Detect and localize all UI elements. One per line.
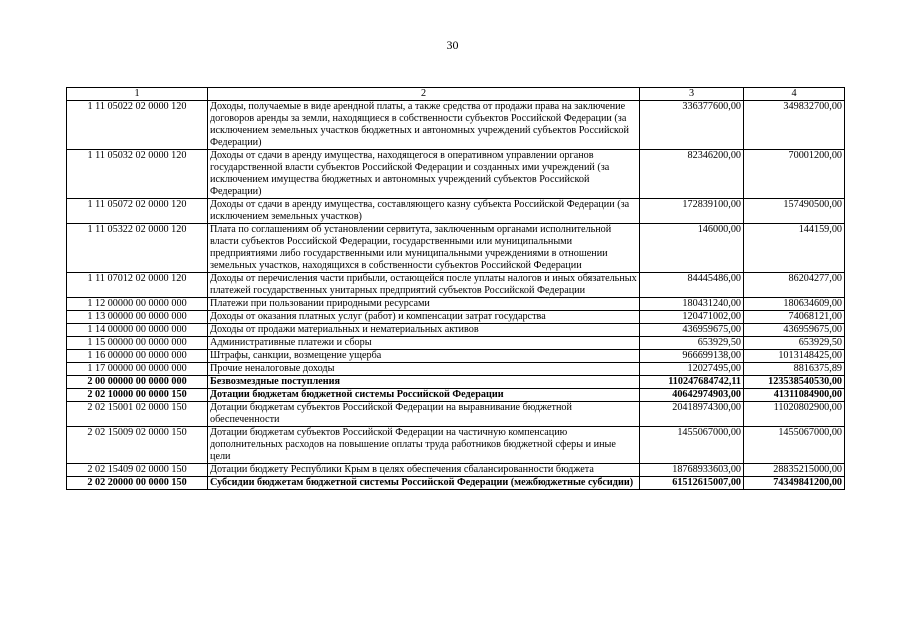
row-value-col4-cell: 86204277,00 [744, 273, 845, 298]
row-description-cell: Субсидии бюджетам бюджетной системы Российской Федерации (межбюджетные субсидии) [208, 477, 640, 490]
row-value-col3-cell: 82346200,00 [640, 150, 744, 199]
budget-revenue-table [66, 87, 845, 490]
row-value-col3-cell: 180431240,00 [640, 298, 744, 311]
row-code-cell: 1 11 05322 02 0000 120 [67, 224, 208, 273]
header-col-2: 2 [208, 88, 640, 101]
row-code-cell: 1 11 05022 02 0000 120 [67, 101, 208, 150]
table-row [67, 427, 845, 464]
row-description-cell: Доходы от сдачи в аренду имущества, находящегося в оперативном управлении органов государственной власти субъектов Российской Федерации и созданных ими учреждений (за исключением имущества бюджетных и автономных учреждений субъектов Российской Федерации) [208, 150, 640, 199]
row-value-col4-cell: 11020802900,00 [744, 402, 845, 427]
row-value-col4-cell: 349832700,00 [744, 101, 845, 150]
table-header-row [67, 88, 845, 101]
row-value-col4-cell: 123538540530,00 [744, 376, 845, 389]
row-value-col4-cell: 74068121,00 [744, 311, 845, 324]
row-value-col4-cell: 41311084900,00 [744, 389, 845, 402]
row-code-cell: 1 12 00000 00 0000 000 [67, 298, 208, 311]
row-value-col4-cell: 653929,50 [744, 337, 845, 350]
table-row [67, 337, 845, 350]
row-code-cell: 1 15 00000 00 0000 000 [67, 337, 208, 350]
row-value-col3-cell: 146000,00 [640, 224, 744, 273]
row-value-col4-cell: 180634609,00 [744, 298, 845, 311]
table-row [67, 150, 845, 199]
page-number: 30 [446, 38, 459, 52]
row-description-cell: Дотации бюджету Республики Крым в целях обеспечения сбалансированности бюджета [208, 464, 640, 477]
row-code-cell: 1 11 05032 02 0000 120 [67, 150, 208, 199]
row-value-col3-cell: 120471002,00 [640, 311, 744, 324]
row-value-col4-cell: 436959675,00 [744, 324, 845, 337]
row-value-col4-cell: 8816375,89 [744, 363, 845, 376]
table-row [67, 224, 845, 273]
row-value-col4-cell: 74349841200,00 [744, 477, 845, 490]
row-description-cell: Дотации бюджетам бюджетной системы Российской Федерации [208, 389, 640, 402]
table-row [67, 298, 845, 311]
table-row [67, 311, 845, 324]
row-description-cell: Штрафы, санкции, возмещение ущерба [208, 350, 640, 363]
row-description-cell: Доходы от перечисления части прибыли, остающейся после уплаты налогов и иных обязательных платежей государственных унитарных предприятий субъектов Российской Федерации [208, 273, 640, 298]
row-value-col3-cell: 172839100,00 [640, 199, 744, 224]
row-description-cell: Доходы от продажи материальных и нематериальных активов [208, 324, 640, 337]
row-code-cell: 1 11 05072 02 0000 120 [67, 199, 208, 224]
table-row [67, 464, 845, 477]
row-value-col4-cell: 157490500,00 [744, 199, 845, 224]
table-body [67, 88, 845, 490]
row-code-cell: 1 16 00000 00 0000 000 [67, 350, 208, 363]
row-description-cell: Доходы от оказания платных услуг (работ) и компенсации затрат государства [208, 311, 640, 324]
table-row [67, 477, 845, 490]
row-description-cell: Плата по соглашениям об установлении сервитута, заключенным органами исполнительной власти субъектов Российской Федерации, государственными или муниципальными предприятиями либо государственными или муниципальными учреждениями в отношении земельных участков, находящихся в собственности субъектов Российской Федерации [208, 224, 640, 273]
table-row [67, 101, 845, 150]
table-row [67, 273, 845, 298]
row-value-col3-cell: 18768933603,00 [640, 464, 744, 477]
table-row [67, 376, 845, 389]
row-description-cell: Административные платежи и сборы [208, 337, 640, 350]
row-value-col4-cell: 28835215000,00 [744, 464, 845, 477]
table-row [67, 199, 845, 224]
row-value-col4-cell: 1455067000,00 [744, 427, 845, 464]
table-row [67, 324, 845, 337]
row-value-col3-cell: 436959675,00 [640, 324, 744, 337]
row-description-cell: Дотации бюджетам субъектов Российской Федерации на выравнивание бюджетной обеспеченности [208, 402, 640, 427]
row-code-cell: 2 02 15409 02 0000 150 [67, 464, 208, 477]
row-code-cell: 2 02 15001 02 0000 150 [67, 402, 208, 427]
row-code-cell: 2 00 00000 00 0000 000 [67, 376, 208, 389]
row-description-cell: Доходы, получаемые в виде арендной платы, а также средства от продажи права на заключение договоров аренды за земли, находящиеся в собственности субъектов Российской Федерации (за исключением земельных участков бюджетных и автономных учреждений субъектов Российской Федерации) [208, 101, 640, 150]
row-value-col4-cell: 70001200,00 [744, 150, 845, 199]
row-code-cell: 1 17 00000 00 0000 000 [67, 363, 208, 376]
row-code-cell: 2 02 15009 02 0000 150 [67, 427, 208, 464]
row-value-col3-cell: 110247684742,11 [640, 376, 744, 389]
table-row [67, 389, 845, 402]
header-col-3: 3 [640, 88, 744, 101]
row-value-col3-cell: 12027495,00 [640, 363, 744, 376]
row-code-cell: 1 13 00000 00 0000 000 [67, 311, 208, 324]
row-value-col3-cell: 336377600,00 [640, 101, 744, 150]
row-value-col3-cell: 20418974300,00 [640, 402, 744, 427]
row-value-col3-cell: 966699138,00 [640, 350, 744, 363]
row-code-cell: 1 14 00000 00 0000 000 [67, 324, 208, 337]
row-value-col3-cell: 84445486,00 [640, 273, 744, 298]
row-value-col4-cell: 144159,00 [744, 224, 845, 273]
row-value-col3-cell: 61512615007,00 [640, 477, 744, 490]
header-col-4: 4 [744, 88, 845, 101]
row-value-col4-cell: 1013148425,00 [744, 350, 845, 363]
row-description-cell: Безвозмездные поступления [208, 376, 640, 389]
row-value-col3-cell: 653929,50 [640, 337, 744, 350]
row-code-cell: 2 02 10000 00 0000 150 [67, 389, 208, 402]
row-code-cell: 1 11 07012 02 0000 120 [67, 273, 208, 298]
row-description-cell: Доходы от сдачи в аренду имущества, составляющего казну субъекта Российской Федерации (за исключением земельных участков) [208, 199, 640, 224]
table-row [67, 363, 845, 376]
header-col-1: 1 [67, 88, 208, 101]
row-description-cell: Прочие неналоговые доходы [208, 363, 640, 376]
table-row [67, 402, 845, 427]
row-description-cell: Дотации бюджетам субъектов Российской Федерации на частичную компенсацию дополнительных расходов на повышение оплаты труда работников бюджетной сферы и иные цели [208, 427, 640, 464]
row-value-col3-cell: 1455067000,00 [640, 427, 744, 464]
table-row [67, 350, 845, 363]
row-value-col3-cell: 40642974903,00 [640, 389, 744, 402]
row-code-cell: 2 02 20000 00 0000 150 [67, 477, 208, 490]
row-description-cell: Платежи при пользовании природными ресурсами [208, 298, 640, 311]
